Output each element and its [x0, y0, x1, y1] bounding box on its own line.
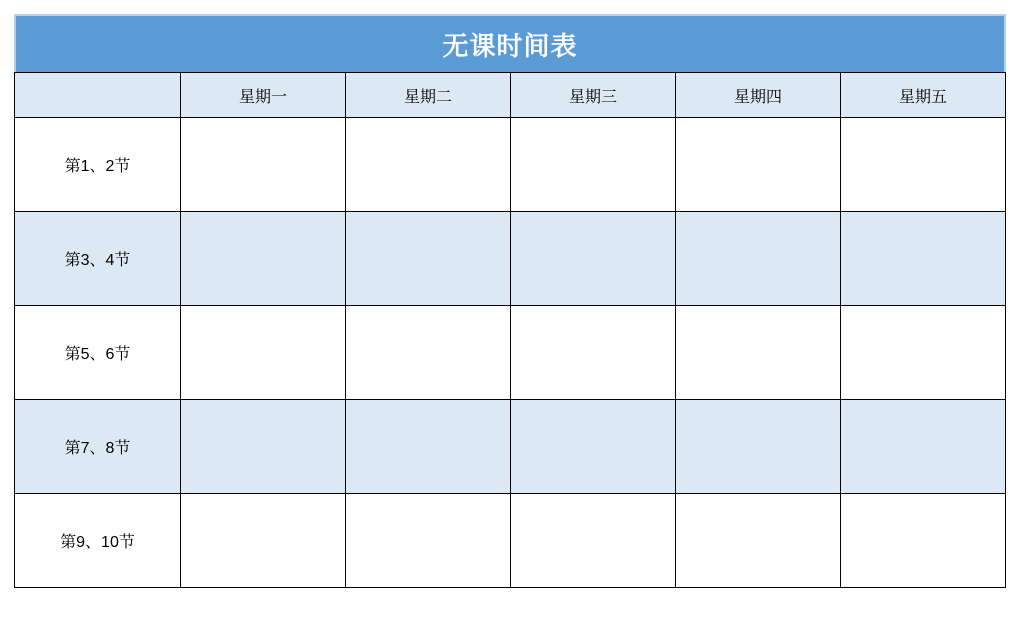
schedule-cell	[181, 400, 346, 494]
schedule-cell	[181, 494, 346, 588]
column-header-monday: 星期一	[181, 73, 346, 118]
schedule-cell	[841, 400, 1006, 494]
schedule-cell	[346, 306, 511, 400]
schedule-cell	[511, 118, 676, 212]
row-label: 第1、2节	[15, 118, 181, 212]
title-bar	[14, 14, 1006, 72]
schedule-cell	[346, 494, 511, 588]
schedule-cell	[841, 118, 1006, 212]
schedule-cell	[511, 400, 676, 494]
row-label: 第7、8节	[15, 400, 181, 494]
schedule-cell	[841, 212, 1006, 306]
schedule-cell	[181, 118, 346, 212]
row-label: 第3、4节	[15, 212, 181, 306]
timetable	[14, 72, 1006, 588]
schedule-cell	[676, 306, 841, 400]
row-label: 第5、6节	[15, 306, 181, 400]
table-row-periods-5-6	[15, 306, 1006, 400]
schedule-cell	[841, 494, 1006, 588]
column-header-thursday: 星期四	[676, 73, 841, 118]
table-row-periods-1-2	[15, 118, 1006, 212]
column-header-wednesday: 星期三	[511, 73, 676, 118]
schedule-cell	[511, 306, 676, 400]
schedule-cell	[181, 306, 346, 400]
header-row	[15, 73, 1006, 118]
schedule-cell	[511, 494, 676, 588]
timetable-sheet	[14, 14, 1006, 588]
schedule-cell	[676, 400, 841, 494]
table-row-periods-7-8	[15, 400, 1006, 494]
schedule-cell	[841, 306, 1006, 400]
column-header-tuesday: 星期二	[346, 73, 511, 118]
schedule-cell	[676, 212, 841, 306]
schedule-cell	[346, 118, 511, 212]
schedule-cell	[676, 494, 841, 588]
corner-cell	[15, 73, 181, 118]
column-header-friday: 星期五	[841, 73, 1006, 118]
table-row-periods-9-10	[15, 494, 1006, 588]
schedule-cell	[676, 118, 841, 212]
row-label: 第9、10节	[15, 494, 181, 588]
schedule-cell	[181, 212, 346, 306]
table-row-periods-3-4	[15, 212, 1006, 306]
schedule-cell	[346, 400, 511, 494]
schedule-cell	[346, 212, 511, 306]
page-title: 无课时间表	[442, 30, 578, 61]
schedule-cell	[511, 212, 676, 306]
